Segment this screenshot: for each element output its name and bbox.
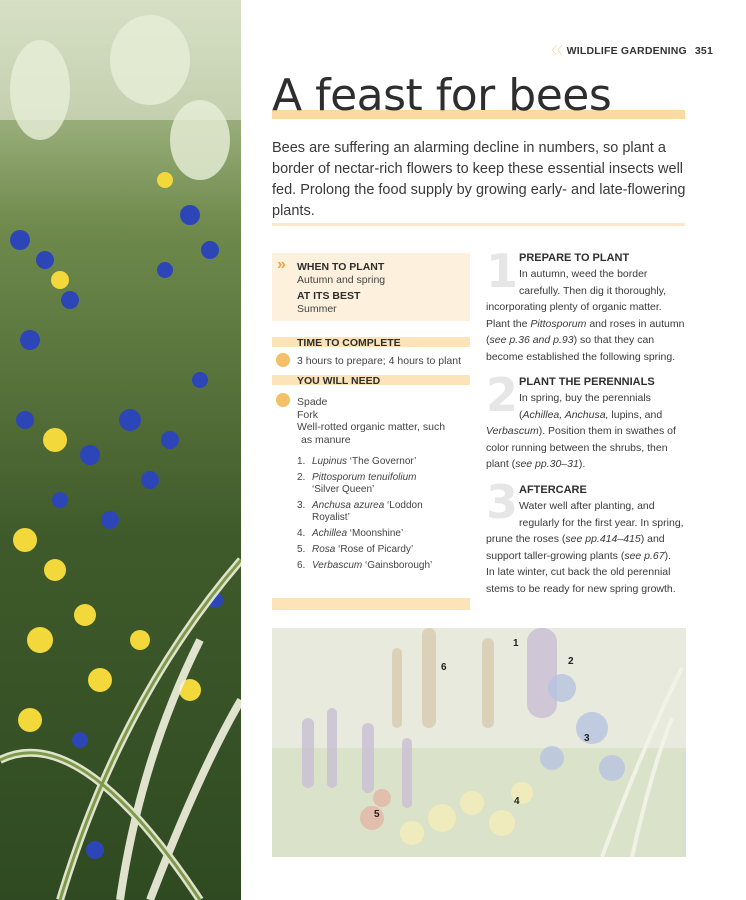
step-number: 3 xyxy=(486,475,519,529)
list-item: 6. Verbascum ‘Gainsborough’ xyxy=(297,560,433,571)
need-item: Well-rotted organic matter, such xyxy=(297,421,446,433)
best-value: Summer xyxy=(297,303,337,315)
when-value: Autumn and spring xyxy=(297,274,386,286)
step-body: In spring, buy the perennials (Achillea, Anchusa, lupins, and Verbascum). Position them in swathes of color running between the shrubs, then plant (see pp.30–31). xyxy=(486,392,676,470)
list-item: 5. Rosa ‘Rose of Picardy’ xyxy=(297,544,414,555)
running-header xyxy=(546,43,713,58)
diagram-label: 2 xyxy=(568,656,574,667)
list-item: 3. Anchusa azurea ‘Loddon Royalist’ xyxy=(297,500,423,523)
need-label: YOU WILL NEED xyxy=(297,375,381,387)
list-item: 4. Achillea ‘Moonshine’ xyxy=(297,528,404,539)
need-item: Fork xyxy=(297,408,318,421)
divider xyxy=(272,223,685,226)
double-chevron-icon: » xyxy=(277,256,280,273)
time-value: 3 hours to prepare; 4 hours to plant xyxy=(297,355,462,367)
step-number: 2 xyxy=(486,368,519,422)
plant-list xyxy=(297,456,442,576)
step-title: AFTERCARE xyxy=(519,484,587,496)
diagram-label: 5 xyxy=(374,809,380,820)
chevron-left-icon: 〈〈 xyxy=(546,45,563,57)
need-item: as manure xyxy=(301,433,351,446)
when-label: WHEN TO PLANT xyxy=(297,261,385,273)
time-label: TIME TO COMPLETE xyxy=(297,337,401,349)
need-item: Spade xyxy=(297,396,328,408)
tools-icon xyxy=(276,393,290,407)
step-body: In autumn, weed the border carefully. Then dig it thoroughly, incorporating plenty of organic matter. Plant the Pittosporum and roses in autumn (see p.36 and p.93) so that they can become established the following spring. xyxy=(486,268,685,363)
step-title: PREPARE TO PLANT xyxy=(519,252,630,264)
intro-paragraph: Bees are suffering an alarming decline in numbers, so plant a border of nectar-rich flowers to keep these essential insects well fed. Prolong the food supply by growing early- and late-flowering plants. xyxy=(272,140,686,219)
list-item: 1. Lupinus ‘The Governor’ xyxy=(297,456,417,467)
section-name: WILDLIFE GARDENING xyxy=(566,45,687,57)
needed-items xyxy=(297,396,445,446)
diagram-label: 4 xyxy=(514,796,520,807)
page-number: 351 xyxy=(694,45,713,57)
step-title: PLANT THE PERENNIALS xyxy=(519,376,655,388)
garden-photo xyxy=(0,0,241,900)
info-bottom-band xyxy=(272,598,470,610)
best-label: AT ITS BEST xyxy=(297,290,361,302)
planting-diagram xyxy=(272,628,686,857)
step-body: Water well after planting, and regularly for the first year. In spring, prune the roses (see pp.414–415) and support taller-growing plants (see p.67). In late winter, cut back the old perennial stems to be ready for new spring growth. xyxy=(486,500,684,595)
list-item: 2. Pittosporum tenuifolium ‘Silver Queen’ xyxy=(297,472,417,495)
diagram-label: 3 xyxy=(584,733,590,744)
page-title: A feast for bees xyxy=(272,70,612,121)
clock-icon xyxy=(276,353,290,367)
diagram-label: 6 xyxy=(441,662,447,673)
step-number: 1 xyxy=(486,244,519,298)
diagram-label: 1 xyxy=(513,638,519,649)
